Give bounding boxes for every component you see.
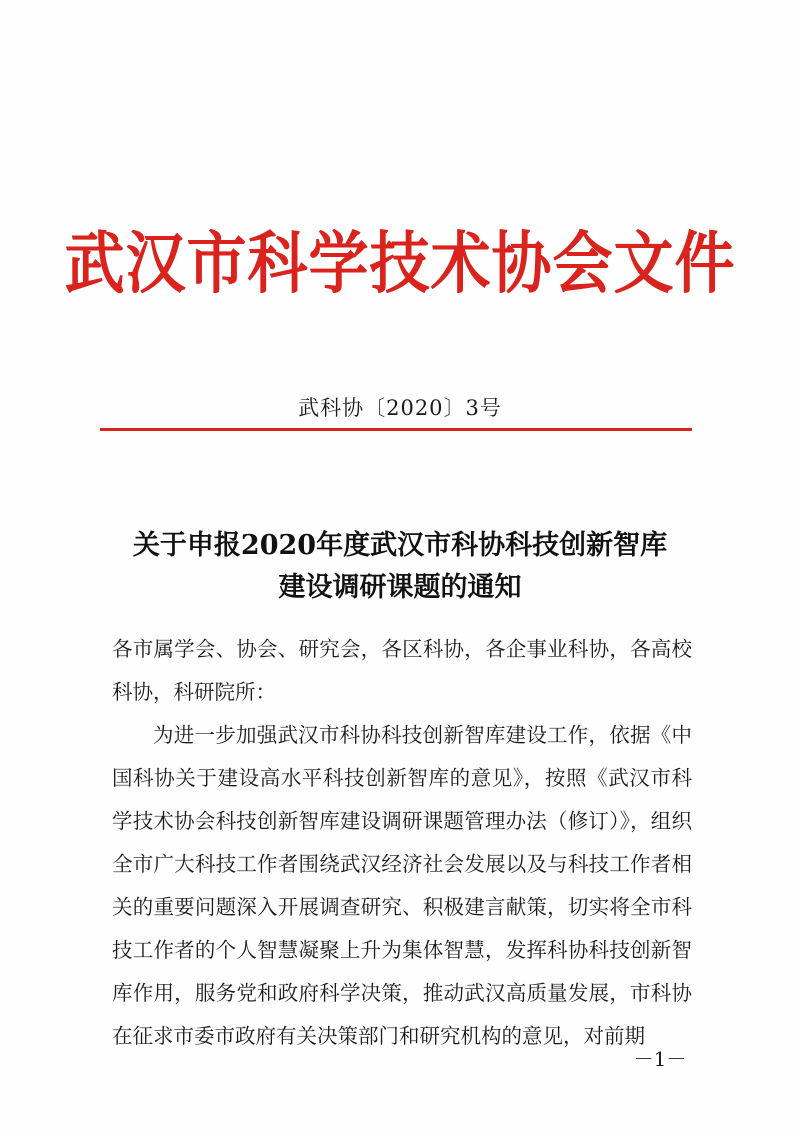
header-divider-line [100, 428, 692, 431]
document-number: 武科协〔2020〕3号 [298, 396, 502, 420]
addressee-paragraph: 各市属学会、协会、研究会，各区科协，各企事业科协，各高校科协，科研院所： [112, 637, 692, 704]
notice-title [0, 525, 800, 609]
body-paragraph: 为进一步加强武汉市科协科技创新智库建设工作，依据《中国科协关于建设高水平科技创新智库的意见》，按照《武汉市科学技术协会科技创新智库建设调研课题管理办法（修订）》，组织全市广大科技工作者围绕武汉经济社会发展以及与科技工作者相关的重要问题深入开展调查研究、积极建言献策，切实将全市科技工作者的个人智慧凝聚上升为集体智慧，发挥科协科技创新智库作用，服务党和政府科学决策，推动武汉高质量发展，市科协在征求市委市政府有关决策部门和研究机构的意见，对前期 [112, 723, 692, 1048]
notice-title-line-2: 建设调研课题的通知 [278, 572, 522, 603]
notice-title-line-1: 关于申报2020年度武汉市科协科技创新智库 [132, 530, 668, 561]
page-number: －1－ [633, 1047, 687, 1071]
document-header-title: 武汉市科学技术协会文件 [64, 224, 736, 304]
document-body [112, 628, 692, 1058]
